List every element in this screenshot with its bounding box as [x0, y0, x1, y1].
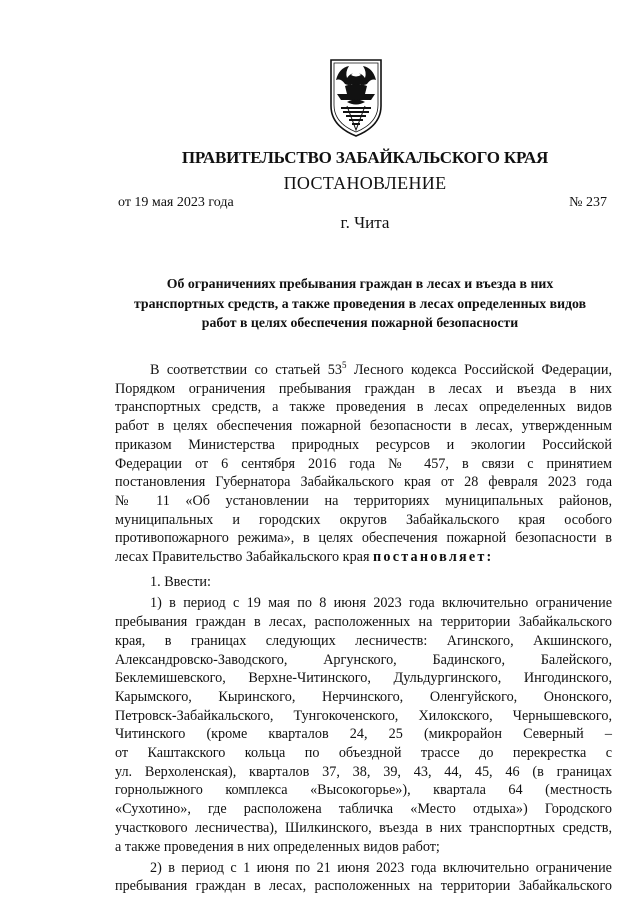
text-line: Петровск-Забайкальского, Тунгокоченского, Хилокского, Чернышевского, — [115, 707, 612, 724]
document-body — [115, 361, 612, 903]
text-line: работ в целях обеспечения пожарной безопасности в лесах, утвержденным — [115, 418, 612, 435]
text-fragment: Лесного кодекса Российской Федерации, — [346, 362, 612, 378]
text-fragment: В соответствии со статьей 53 — [150, 362, 342, 378]
text-line: постановления Губернатора Забайкальского края от 28 февраля 2023 года — [115, 474, 612, 491]
text-line: участкового лесничества), Шилкинского, въезда в них транспортных средств, — [115, 819, 612, 836]
title-line: работ в целях обеспечения пожарной безопасности — [201, 315, 519, 330]
text-line: «Сухотино», где расположена табличка «Место отдыха») Городского — [115, 801, 612, 818]
text-line: 1) в период с 19 мая по 8 июня 2023 года включительно ограничение — [150, 595, 612, 612]
text-line — [115, 361, 612, 380]
text-line: ул. Верхоленская), кварталов 37, 38, 39, 43, 44, 45, 46 (в границах — [115, 763, 612, 780]
text-line: пребывания граждан в лесах, расположенных на территории Забайкальского — [115, 614, 612, 631]
text-line: транспортных средств, а также проведения в лесах определенных видов — [115, 399, 612, 416]
item-1-heading: 1. Ввести: — [150, 574, 211, 591]
title-line: транспортных средств, а также проведения в лесах определенных видов — [133, 295, 587, 311]
title-line: Об ограничениях пребывания граждан в лесах и въезда в них — [166, 276, 554, 291]
text-line: края, в границах следующих лесничеств: Агинского, Акшинского, — [115, 632, 612, 649]
subitem-2-paragraph — [115, 859, 612, 896]
document-type: ПОСТАНОВЛЕНИЕ — [283, 173, 447, 193]
text-line: Читинского (кроме кварталов 24, 25 (микрорайон Северный – — [115, 726, 612, 743]
coat-of-arms-emblem — [327, 56, 385, 140]
text-line: муниципальных и городских округов Забайкальского края особого — [115, 511, 612, 528]
text-line: Александровско-Заводского, Аргунского, Бадинского, Балейского, — [115, 651, 612, 668]
text-line: горнолыжного комплекса «Высокогорье»), квартала 64 (местность — [115, 782, 612, 799]
document-date: от 19 мая 2023 года — [118, 195, 234, 210]
text-line: Порядком ограничения пребывания граждан в лесах и въезда в них — [115, 380, 612, 397]
resolution-keyword: постановляет: — [373, 549, 494, 566]
preamble-paragraph — [115, 361, 612, 567]
document-title — [90, 274, 630, 333]
superscript: 5 — [342, 360, 347, 370]
text-line: от Каштакского кольца по объездной трассе до перекрестка с — [115, 745, 612, 762]
text-line — [115, 548, 612, 567]
text-line: Федерации от 6 сентября 2016 года № 457, в связи с принятием — [115, 455, 612, 472]
subitem-1-paragraph — [115, 594, 612, 856]
city: г. Чита — [340, 213, 390, 232]
text-line: противопожарного режима», в целях обеспечения пожарной безопасности в — [115, 530, 612, 547]
government-name: ПРАВИТЕЛЬСТВО ЗАБАЙКАЛЬСКОГО КРАЯ — [181, 148, 549, 167]
text-line: № 11 «Об установлении на территориях муниципальных районов, — [115, 492, 612, 509]
text-line: Карымского, Кыринского, Нерчинского, Оленгуйского, Ононского, — [115, 688, 612, 705]
text-line: а также проведения в них определенных видов работ; — [115, 838, 440, 855]
document-number: № 237 — [569, 195, 607, 210]
text-line: 2) в период с 1 июня по 21 июня 2023 года включительно ограничение — [150, 859, 612, 876]
text-line: Беклемишевского, Верхне-Читинского, Дульдургинского, Ингодинского, — [115, 670, 612, 687]
text-line: пребывания граждан в лесах, расположенных на территории Забайкальского — [115, 878, 612, 895]
text-line: приказом Министерства природных ресурсов и экологии Российской — [115, 436, 612, 453]
text-fragment: лесах Правительство Забайкальского края — [115, 549, 374, 566]
